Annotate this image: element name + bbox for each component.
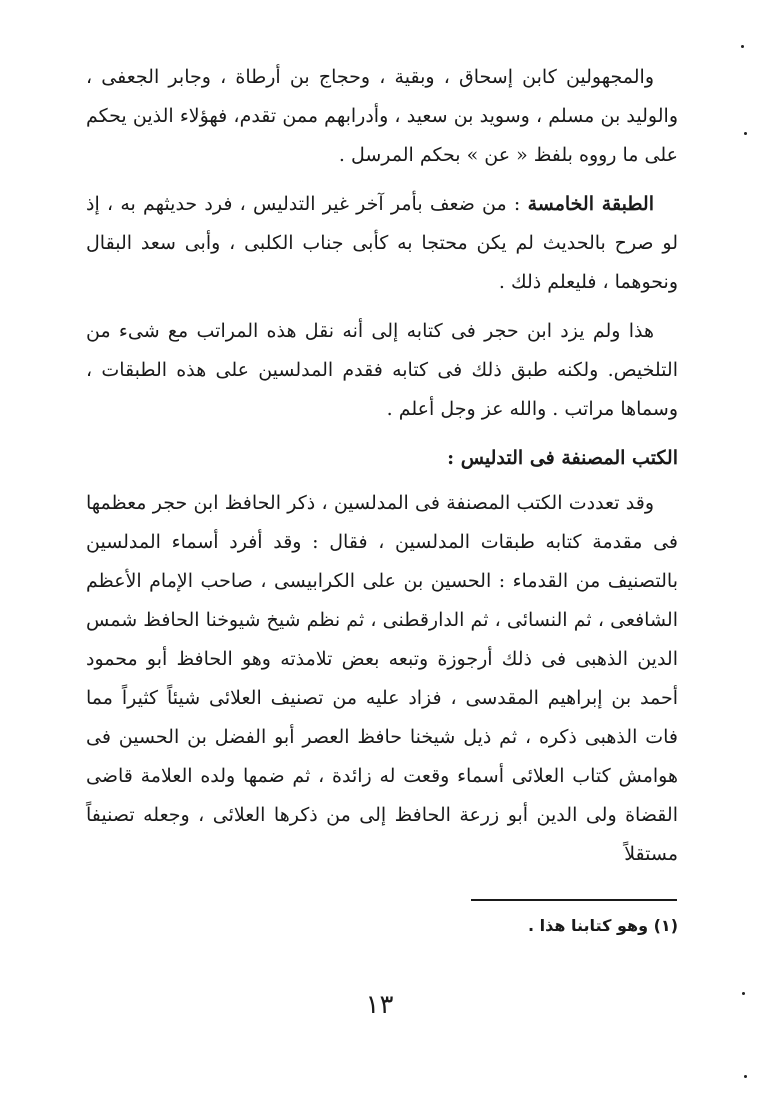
paragraph-4: وقد تعددت الكتب المصنفة فى المدلسين ، ذكر الحافظ ابن حجر معظمها فى مقدمة كتابه طبقات المدلسين ، فقال : وقد أفرد أسماء المدلسين بالتصنيف من القدماء : الحسين بن على الكرابيسى ، صاحب الإمام الأعظم الشافعى ، ثم النسائى ، ثم الدارقطنى ، ثم نظم شيخ شيوخنا الحافظ شمس الدين الذهبى فى ذلك أرجوزة وتبعه بعض تلامذته وهو الحافظ أبو محمود أحمد بن إبراهيم المقدسى ، فزاد عليه من تصنيف العلائى شيئاً كثيراً مما فات الذهبى ذكره ، ثم ذيل شيخنا حافظ العصر أبو الفضل بن الحسين فى هوامش كتاب العلائى أسماء وقعت له زائدة ، ثم ضمها ولده العلامة قاضى القضاة ولى الدين أبو زرعة الحافظ إلى من ذكرها العلائى ، وجعله تصنيفاً مستقلاً [86,492,678,865]
paragraph-3: هذا ولم يزد ابن حجر فى كتابه إلى أنه نقل هذه المراتب مع شىء من التلخيص. ولكنه طبق ذلك فى كتابه فقدم المدلسين على هذه الطبقات ، وسماها مراتب . والله عز وجل أعلم . [86,320,678,420]
footnote: (١) وهو كتابنا هذا . [527,916,678,935]
page-number: ١٣ [365,990,394,1020]
scan-speck [744,1075,747,1078]
paragraph-2 [86,185,678,302]
section-heading: الكتب المصنفة فى التدليس : [447,447,678,469]
scan-speck [742,992,745,995]
paragraph-2-text: : من ضعف بأمر آخر غير التدليس ، فرد حديثهم به ، إذ لو صرح بالحديث لم يكن محتجا به كأبى جناب الكلبى ، وأبى سعد البقال ونحوهما ، فليعلم ذلك . [86,193,678,293]
paragraph-1: والمجهولين كابن إسحاق ، وبقية ، وحجاج بن أرطاة ، وجابر الجعفى ، والوليد بن مسلم ، وسويد بن سعيد ، وأدرابهم ممن تقدم، فهؤلاء الذين يحكم على ما رووه بلفظ « عن » بحكم المرسل . [86,66,678,166]
paragraph-2-label: الطبقة الخامسة [527,193,654,215]
footnote-divider [471,899,677,901]
scan-speck [741,45,744,48]
scan-speck [744,132,747,135]
page-body [86,58,678,874]
